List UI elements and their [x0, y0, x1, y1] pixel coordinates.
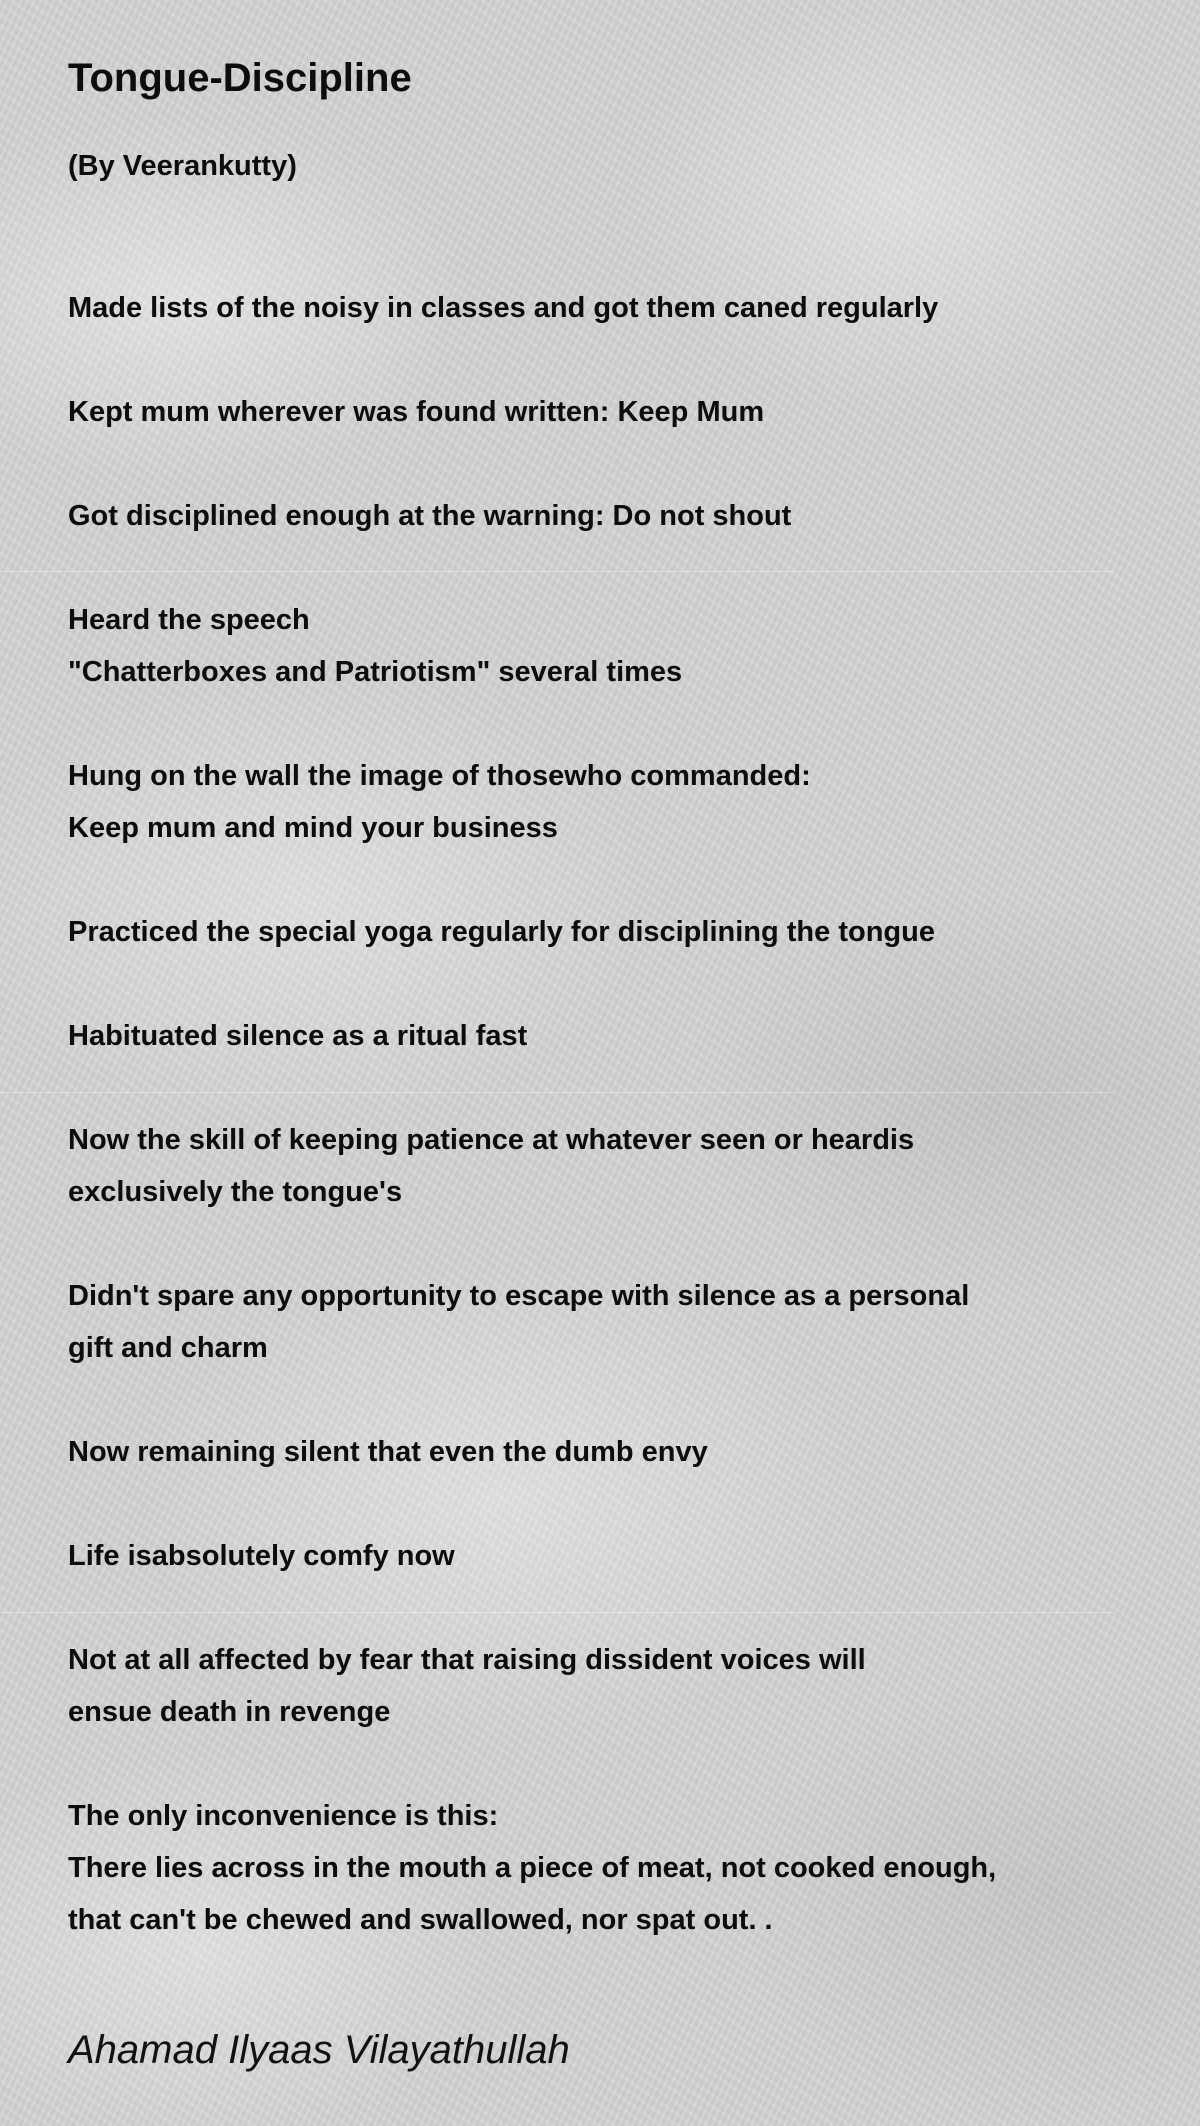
poem-line: Habituated silence as a ritual fast — [68, 1020, 528, 1052]
stanza — [68, 1530, 1148, 1582]
poem-line: Not at all affected by fear that raising dissident voices will — [68, 1644, 866, 1676]
poem-line: Practiced the special yoga regularly for disciplining the tongue — [68, 916, 935, 948]
stanza — [68, 1270, 1148, 1374]
poem-line: Hung on the wall the image of thosewho commanded: — [68, 760, 811, 792]
stanza — [68, 490, 1148, 542]
poem-line: that can't be chewed and swallowed, nor spat out. . — [68, 1904, 773, 1936]
poem-line: The only inconvenience is this: — [68, 1800, 499, 1832]
poem-title: Tongue-Discipline — [68, 56, 412, 100]
poem-line: Now the skill of keeping patience at whatever seen or heardis — [68, 1124, 915, 1156]
poem-line: "Chatterboxes and Patriotism" several times — [68, 656, 683, 688]
poem-line: exclusively the tongue's — [68, 1176, 403, 1208]
stanza — [68, 386, 1148, 438]
stanza — [68, 1634, 1148, 1738]
poem-line: Got disciplined enough at the warning: Do not shout — [68, 500, 792, 532]
stanza — [68, 1426, 1148, 1478]
poem-line: gift and charm — [68, 1332, 268, 1364]
poem-line: Keep mum and mind your business — [68, 812, 558, 844]
poem-line: There lies across in the mouth a piece of meat, not cooked enough, — [68, 1852, 997, 1884]
poem — [68, 48, 1148, 1998]
poem-line: Heard the speech — [68, 604, 310, 636]
poem-line: Now remaining silent that even the dumb envy — [68, 1436, 708, 1468]
stanza — [68, 750, 1148, 854]
stanza — [68, 282, 1148, 334]
poem-body — [68, 282, 1148, 1946]
poem-line: Made lists of the noisy in classes and got them caned regularly — [68, 292, 939, 324]
author-signature: Ahamad Ilyaas Vilayathullah — [68, 2028, 570, 2072]
poem-line: ensue death in revenge — [68, 1696, 391, 1728]
poem-line: Didn't spare any opportunity to escape with silence as a personal — [68, 1280, 970, 1312]
stanza — [68, 1010, 1148, 1062]
stanza — [68, 1790, 1148, 1946]
poem-line: Life isabsolutely comfy now — [68, 1540, 455, 1572]
poem-line: Kept mum wherever was found written: Keep Mum — [68, 396, 765, 428]
poem-byline: (By Veerankutty) — [68, 150, 297, 182]
stanza — [68, 906, 1148, 958]
stanza — [68, 1114, 1148, 1218]
stanza — [68, 594, 1148, 698]
